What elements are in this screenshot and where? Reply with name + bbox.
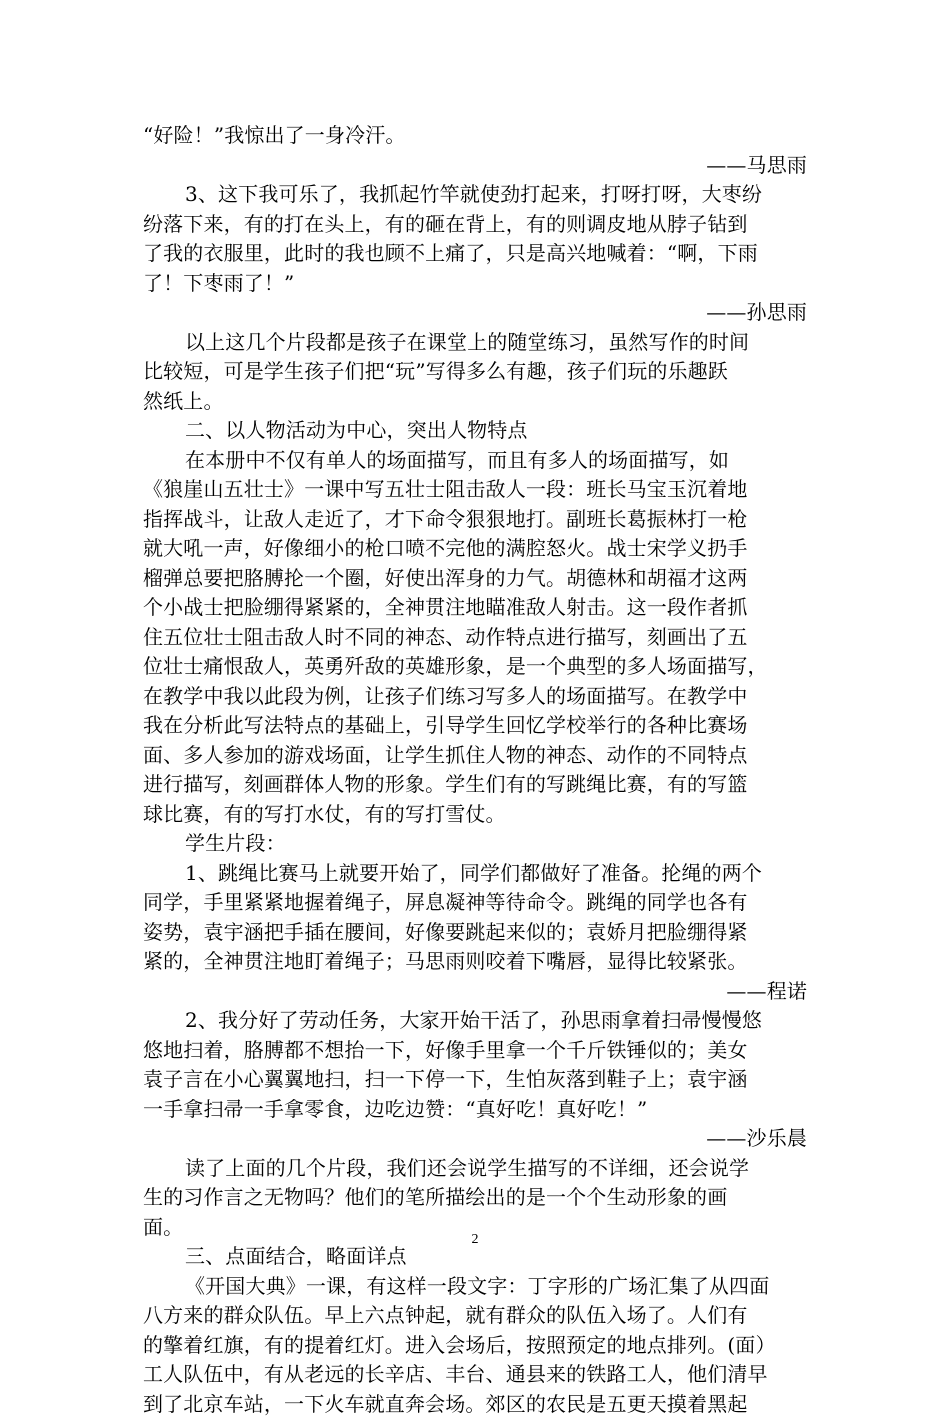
text-line: 住五位壮士阻击敌人时不同的神态、动作特点进行描写，刻画出了五 — [143, 623, 807, 653]
text-line: 面、多人参加的游戏场面，让学生抓住人物的神态、动作的不同特点 — [143, 741, 807, 771]
text-line: 八方来的群众队伍。早上六点钟起，就有群众的队伍入场了。人们有 — [143, 1301, 807, 1331]
author-signature: ——沙乐晨 — [143, 1124, 807, 1154]
section-heading: 二、以人物活动为中心，突出人物特点 — [143, 416, 807, 446]
text-line: 面。 — [143, 1213, 807, 1243]
text-line: 到了北京车站，一下火车就直奔会场。郊区的农民是五更天摸着黑起 — [143, 1390, 807, 1419]
text-line: 然纸上。 — [143, 387, 807, 417]
text-line: “好险！”我惊出了一身冷汗。 — [143, 121, 807, 151]
text-line: 《开国大典》一课，有这样一段文字：丁字形的广场汇集了从四面 — [143, 1272, 807, 1302]
text-line: 2、我分好了劳动任务，大家开始干活了，孙思雨拿着扫帚慢慢悠 — [143, 1006, 807, 1036]
text-line: 读了上面的几个片段，我们还会说学生描写的不详细，还会说学 — [143, 1154, 807, 1184]
text-line: 工人队伍中，有从老远的长辛店、丰台、通县来的铁路工人，他们清早 — [143, 1360, 807, 1390]
document-body — [143, 121, 807, 1419]
text-line: 3、这下我可乐了，我抓起竹竿就使劲打起来，打呀打呀，大枣纷 — [143, 180, 807, 210]
text-line: 同学，手里紧紧地握着绳子，屏息凝神等待命令。跳绳的同学也各有 — [143, 888, 807, 918]
text-line: 个小战士把脸绷得紧紧的，全神贯注地瞄准敌人射击。这一段作者抓 — [143, 593, 807, 623]
text-line: 就大吼一声，好像细小的枪口喷不完他的满腔怒火。战士宋学义扔手 — [143, 534, 807, 564]
text-line: 袁子言在小心翼翼地扫，扫一下停一下，生怕灰落到鞋子上；袁宇涵 — [143, 1065, 807, 1095]
text-line: 指挥战斗，让敌人走近了，才下命令狠狠地打。副班长葛振林打一枪 — [143, 505, 807, 535]
author-signature: ——马思雨 — [143, 151, 807, 181]
text-line: 了！下枣雨了！” — [143, 269, 807, 299]
text-line: 姿势，袁宇涵把手插在腰间，好像要跳起来似的；袁娇月把脸绷得紧 — [143, 918, 807, 948]
text-line: 比较短，可是学生孩子们把“玩”写得多么有趣，孩子们玩的乐趣跃 — [143, 357, 807, 387]
text-line: 悠地扫着，胳膊都不想抬一下，好像手里拿一个千斤铁锤似的；美女 — [143, 1036, 807, 1066]
text-line: 学生片段： — [143, 829, 807, 859]
text-line: 紧的，全神贯注地盯着绳子；马思雨则咬着下嘴唇，显得比较紧张。 — [143, 947, 807, 977]
text-line: 生的习作言之无物吗？他们的笔所描绘出的是一个个生动形象的画 — [143, 1183, 807, 1213]
text-line: 《狼崖山五壮士》一课中写五壮士阻击敌人一段：班长马宝玉沉着地 — [143, 475, 807, 505]
text-line: 进行描写，刻画群体人物的形象。学生们有的写跳绳比赛，有的写篮 — [143, 770, 807, 800]
author-signature: ——孙思雨 — [143, 298, 807, 328]
text-line: 榴弹总要把胳膊抡一个圈，好使出浑身的力气。胡德林和胡福才这两 — [143, 564, 807, 594]
text-line: 我在分析此写法特点的基础上，引导学生回忆学校举行的各种比赛场 — [143, 711, 807, 741]
section-heading: 三、点面结合，略面详点 — [143, 1242, 807, 1272]
text-line: 在教学中我以此段为例，让孩子们练习写多人的场面描写。在教学中 — [143, 682, 807, 712]
text-line: 纷落下来，有的打在头上，有的砸在背上，有的则调皮地从脖子钻到 — [143, 210, 807, 240]
text-line: 1、跳绳比赛马上就要开始了，同学们都做好了准备。抡绳的两个 — [143, 859, 807, 889]
text-line: 在本册中不仅有单人的场面描写，而且有多人的场面描写，如 — [143, 446, 807, 476]
text-line: 了我的衣服里，此时的我也顾不上痛了，只是高兴地喊着：“啊，下雨 — [143, 239, 807, 269]
text-line: 以上这几个片段都是孩子在课堂上的随堂练习，虽然写作的时间 — [143, 328, 807, 358]
page-number: 2 — [0, 1232, 950, 1248]
text-line: 一手拿扫帚一手拿零食，边吃边赞：“真好吃！真好吃！” — [143, 1095, 807, 1125]
text-line: 位壮士痛恨敌人，英勇歼敌的英雄形象，是一个典型的多人场面描写， — [143, 652, 807, 682]
text-line: 球比赛，有的写打水仗，有的写打雪仗。 — [143, 800, 807, 830]
author-signature: ——程诺 — [143, 977, 807, 1007]
text-line: 的擎着红旗，有的提着红灯。进入会场后，按照预定的地点排列。(面） — [143, 1331, 807, 1361]
